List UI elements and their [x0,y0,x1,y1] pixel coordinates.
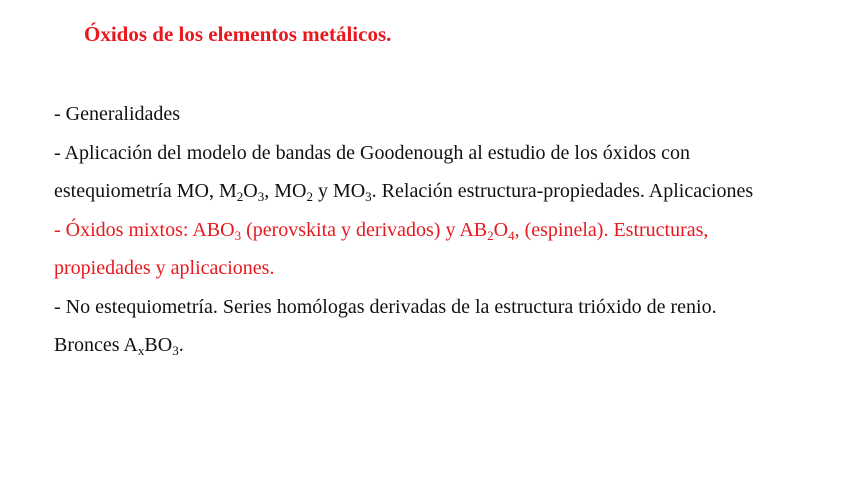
text-segment: - Óxidos mixtos: ABO [54,218,235,241]
subscript: 2 [306,189,313,204]
slide-body [54,95,844,365]
item-mixtos-line1 [54,211,844,250]
subscript: x [137,343,145,358]
subscript: 3 [172,343,179,358]
item-no-estequiometria-line1: - No estequiometría. Series homólogas derivadas de la estructura trióxido de renio. [54,295,717,318]
text-segment: O [493,218,509,241]
subscript: 3 [257,189,265,204]
text-segment: O [243,180,258,202]
item-no-estequiometria-line2 [54,326,844,365]
subscript: 3 [365,189,372,204]
item-generalidades: - Generalidades [54,103,181,125]
text-segment: . [178,334,184,356]
item-goodenough-line2 [54,172,844,211]
text-segment: y MO [312,180,366,202]
text-segment: estequiometría MO, M [54,180,237,202]
text-segment: , MO [264,180,307,202]
subscript: 4 [508,227,515,243]
item-goodenough-line1: - Aplicación del modelo de bandas de Goodenough al estudio de los óxidos con [54,141,690,164]
subscript: 3 [234,227,242,243]
slide-title: Óxidos de los elementos metálicos. [84,22,392,46]
text-segment: (perovskita y derivados) y AB [241,218,488,241]
item-mixtos-line2: propiedades y aplicaciones. [54,257,275,279]
subscript: 2 [236,189,244,204]
subscript: 2 [487,227,494,243]
text-segment: , (espinela). Estructuras, [514,218,709,241]
text-segment: Bronces A [54,334,138,356]
text-segment: BO [144,334,173,356]
text-segment: . Relación estructura-propiedades. Aplicaciones [371,180,754,202]
